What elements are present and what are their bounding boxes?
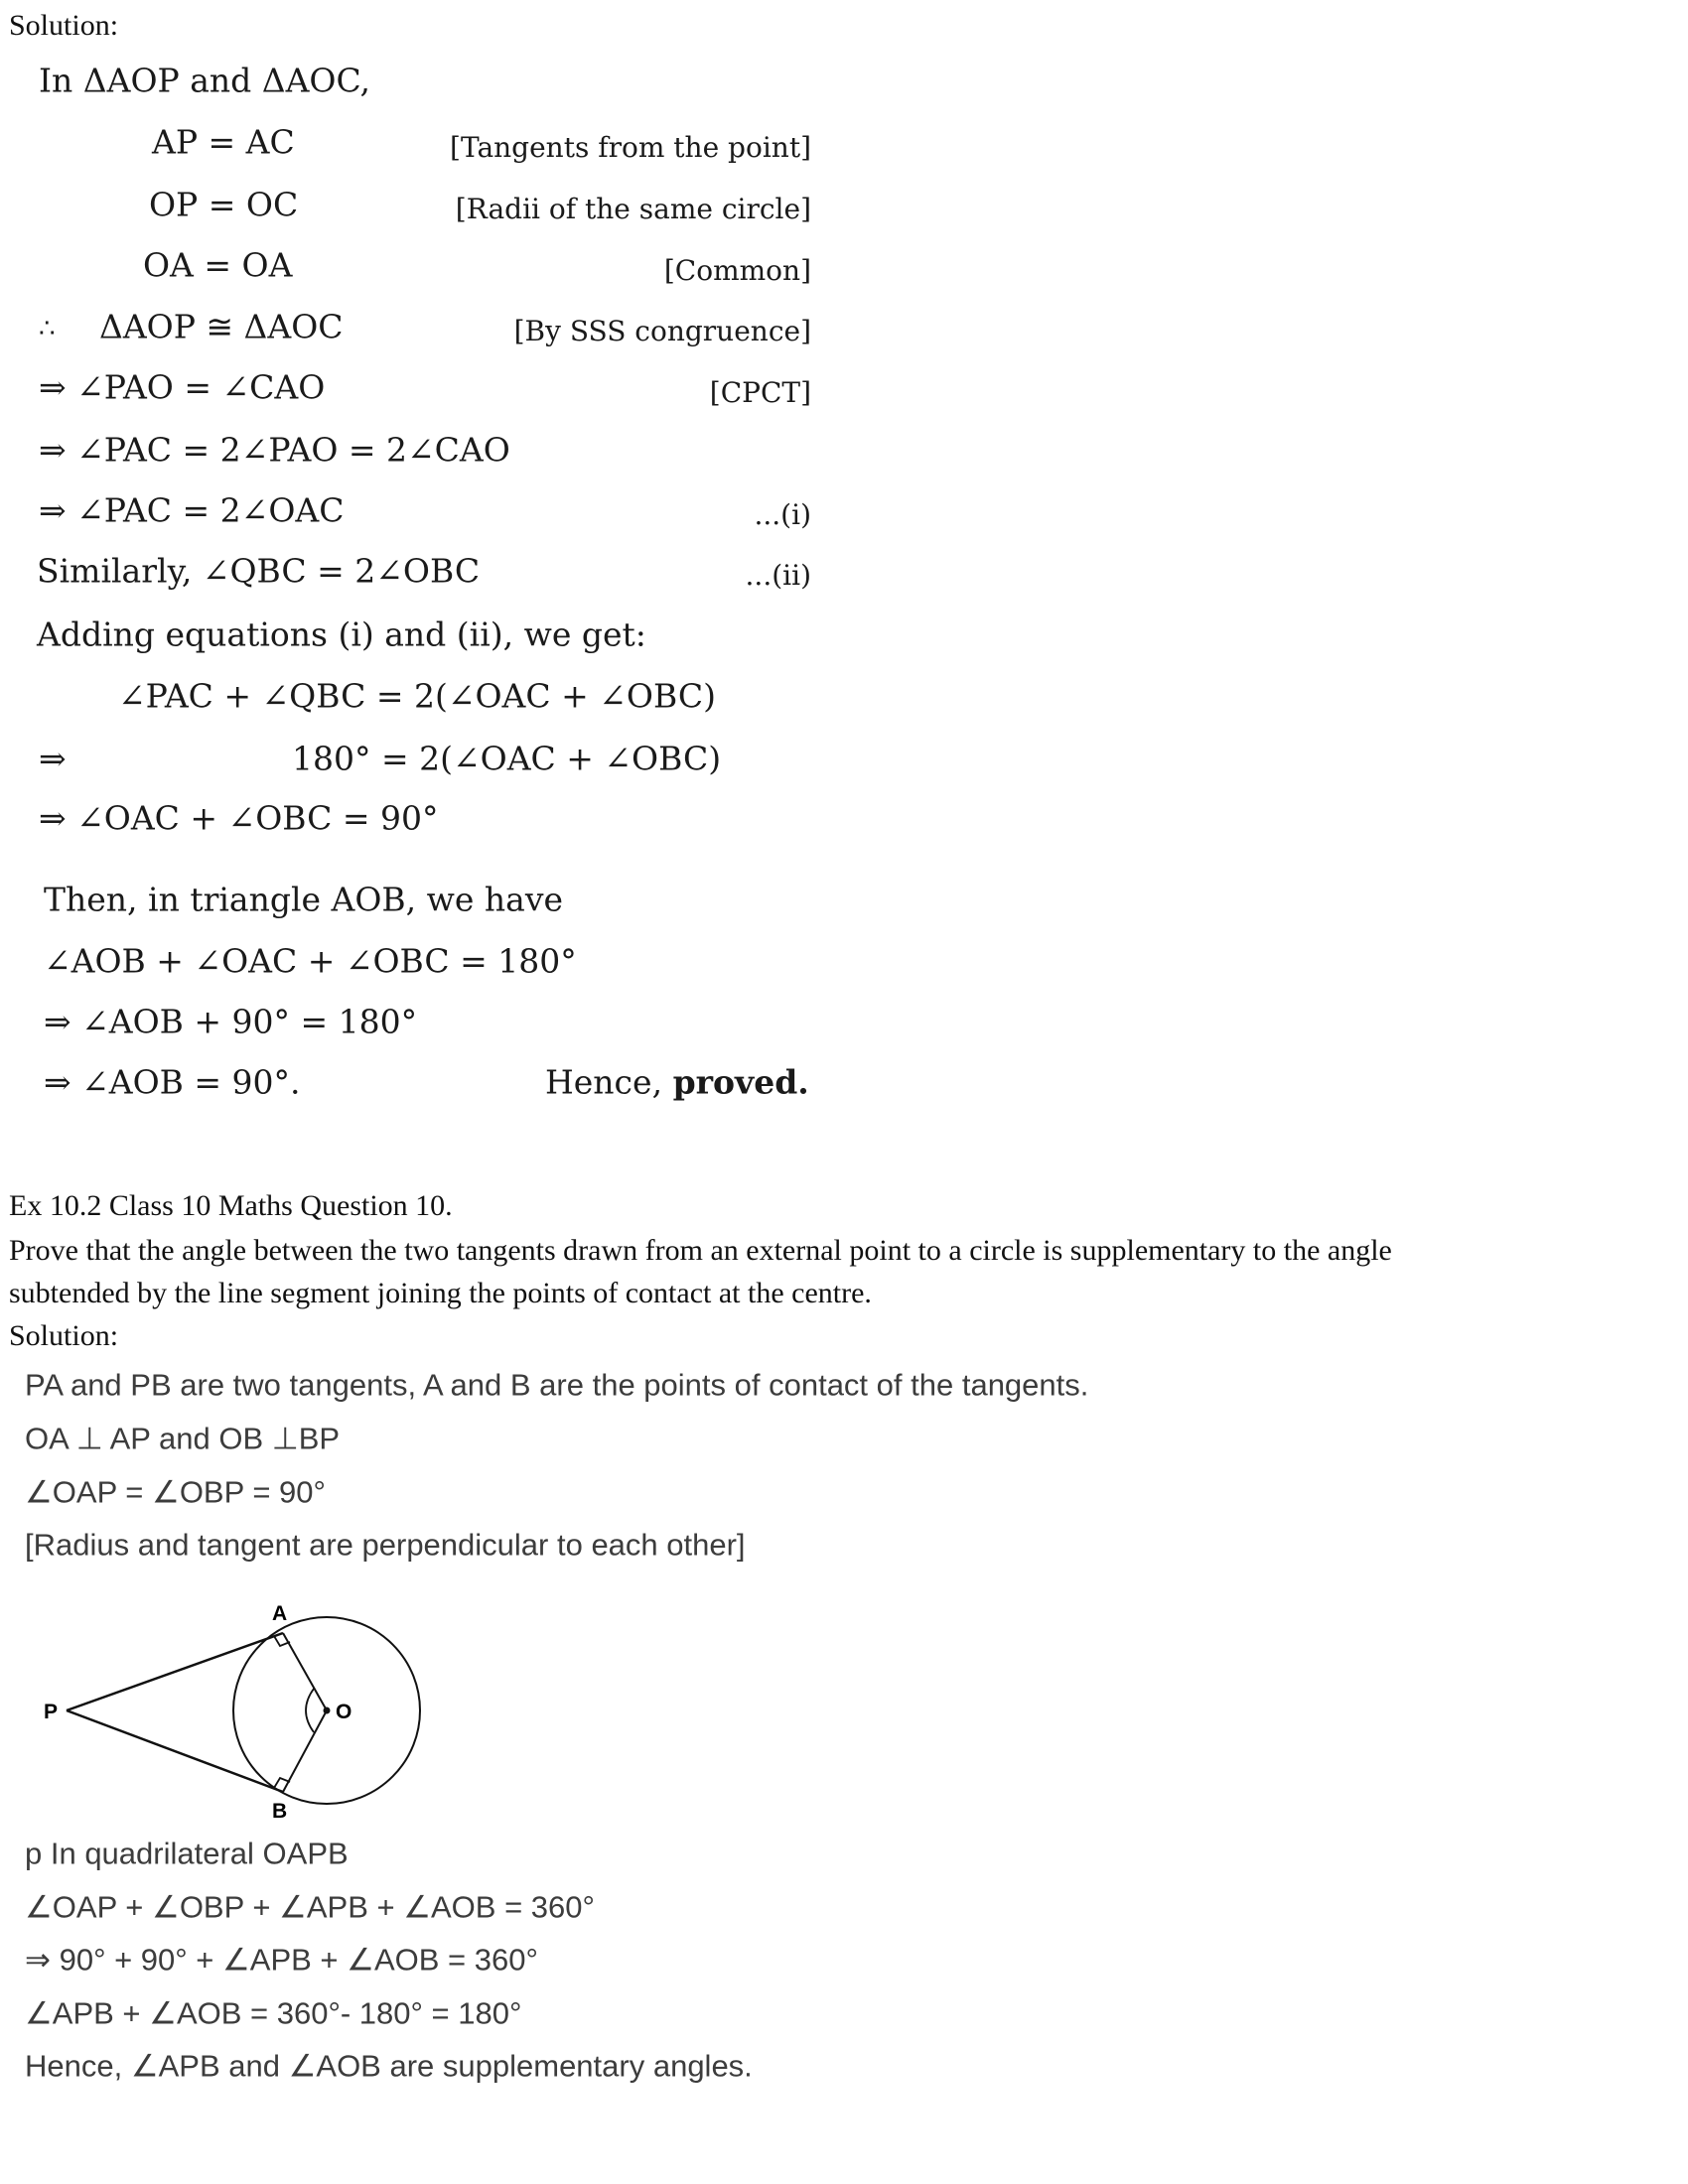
angle-arc-o (306, 1689, 314, 1732)
radius-oa (283, 1633, 327, 1710)
solution-label: Solution: (9, 9, 119, 42)
proof-line: ∠OAP + ∠OBP + ∠APB + ∠AOB = 360° (25, 1889, 595, 1925)
proof-line: ∠OAP = ∠OBP = 90° (25, 1474, 326, 1510)
proof-line: ⇒ ∠AOB + 90° = 180° (44, 1002, 418, 1041)
label-p: P (44, 1701, 59, 1723)
proof-line: Then, in triangle AOB, we have (44, 880, 564, 919)
proof-line: ∠AOB + ∠OAC + ∠OBC = 180° (44, 941, 577, 981)
proof-reason: [CPCT] (709, 376, 811, 409)
equation-ref: ...(ii) (745, 559, 811, 592)
proof-line: OA = OA (143, 245, 293, 285)
question-title: Ex 10.2 Class 10 Maths Question 10. (9, 1189, 453, 1222)
center-dot (324, 1707, 331, 1714)
proof-line: ⇒ ∠PAO = ∠CAO (39, 367, 326, 407)
proved-text: proved. (672, 1062, 809, 1102)
question-text: Prove that the angle between the two tangents drawn from an external point to a circle is supplementary to the angle (9, 1234, 1392, 1267)
radius-ob (283, 1710, 327, 1792)
proof-line: Adding equations (i) and (ii), we get: (37, 614, 646, 654)
proof-line: ⇒ ∠PAC = 2∠PAO = 2∠CAO (39, 430, 510, 470)
proof-line: ⇒ ∠OAC + ∠OBC = 90° (39, 798, 439, 838)
tangent-diagram (0, 1539, 496, 1837)
proof-reason: [Tangents from the point] (450, 131, 811, 164)
therefore-symbol: ∴ (39, 314, 56, 343)
label-a: A (272, 1602, 288, 1625)
proof-reason: [Common] (663, 254, 811, 287)
proof-line: 180° = 2(∠OAC + ∠OBC) (292, 739, 722, 778)
proof-line: In ΔAOP and ΔAOC, (39, 61, 371, 100)
proof-line: ΔAOP ≅ ΔAOC (99, 307, 344, 346)
proof-line: OA ⊥ AP and OB ⊥BP (25, 1421, 341, 1456)
proof-line: Hence, ∠APB and ∠AOB are supplementary angles. (25, 2048, 753, 2084)
proof-line: [Radius and tangent are perpendicular to each other] (25, 1527, 746, 1563)
proof-line: p In quadrilateral OAPB (25, 1836, 349, 1871)
proof-line: OP = OC (149, 185, 299, 224)
proof-line: Similarly, ∠QBC = 2∠OBC (37, 551, 481, 591)
label-b: B (272, 1800, 288, 1823)
hence-text: Hence, (545, 1062, 663, 1102)
proof-line: ⇒ ∠PAC = 2∠OAC (39, 490, 345, 530)
solution-label: Solution: (9, 1319, 119, 1352)
label-o: O (336, 1701, 352, 1723)
proof-line: ∠APB + ∠AOB = 360°- 180° = 180° (25, 1995, 522, 2031)
implies-symbol: ⇒ (39, 739, 67, 778)
tangent-pb (67, 1710, 283, 1792)
proof-line: PA and PB are two tangents, A and B are the points of contact of the tangents. (25, 1367, 1089, 1403)
proof-line: ∠PAC + ∠QBC = 2(∠OAC + ∠OBC) (118, 676, 716, 716)
tangent-pa (67, 1633, 283, 1710)
proof-reason: [By SSS congruence] (513, 315, 811, 347)
question-text: subtended by the line segment joining the points of contact at the centre. (9, 1277, 872, 1309)
proof-line: AP = AC (152, 122, 295, 162)
proof-reason: [Radii of the same circle] (455, 193, 811, 225)
equation-ref: ...(i) (754, 498, 811, 531)
proof-line: ⇒ 90° + 90° + ∠APB + ∠AOB = 360° (25, 1942, 538, 1978)
hence-proved (545, 1062, 809, 1102)
proof-line: ⇒ ∠AOB = 90°. (44, 1062, 301, 1102)
